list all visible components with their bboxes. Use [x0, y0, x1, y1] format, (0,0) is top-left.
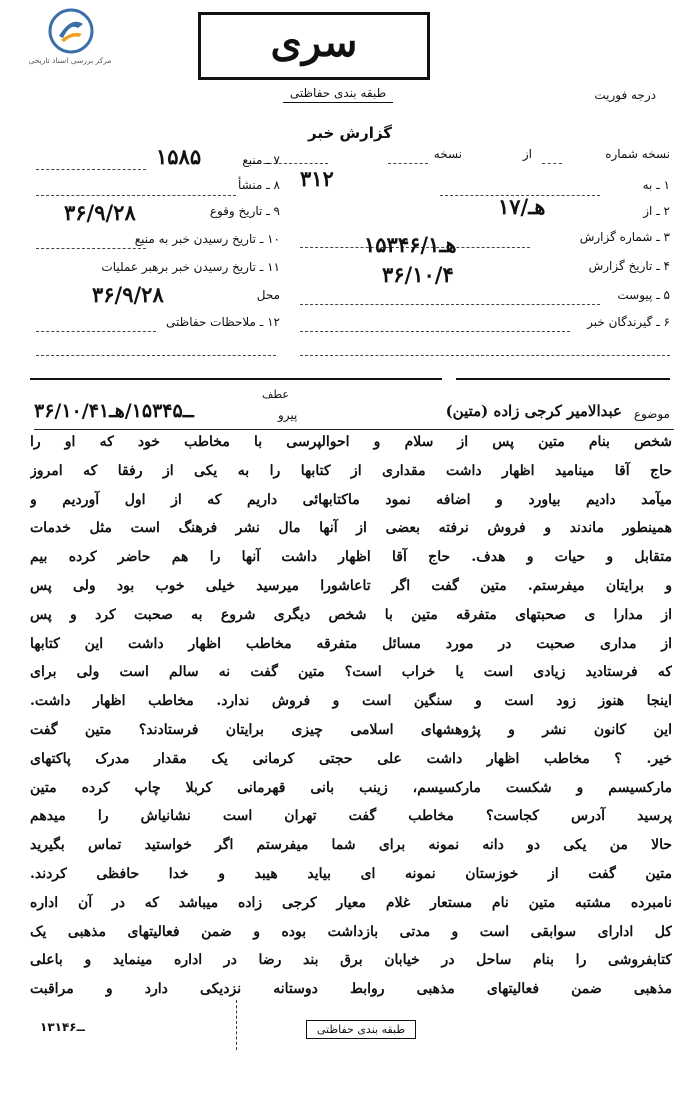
body-line: از مداری صحبت در مورد مسائل متفرقه مخاطب اظهار داشت این کتابها — [30, 635, 672, 652]
field-report-date-value: ۳۶/۱۰/۴ — [382, 262, 454, 287]
logo-caption: مرکز بررسی اسناد تاریخی — [28, 56, 112, 65]
body-line: همینطور ماندند و فروش نرفته بعضی از آنها مال نشر فرهنگ است مثل خدمات — [30, 520, 672, 537]
field-to-label: ۱ ـ به — [642, 178, 670, 192]
report-body — [30, 428, 672, 1004]
body-line: اینجا هنوز زود است و سنگین است و فروش ندارد. مخاطب اظهار داشت. — [30, 693, 672, 710]
body-line: که فرستادید زیادی است یا خراب است؟ متین گفت نه سالم است ولی برای — [30, 664, 672, 681]
classification-header — [258, 86, 418, 103]
field-report-number-label: ۳ ـ شماره گزارش — [579, 230, 670, 244]
document-number: ۱۳۱ــ۴۶ — [40, 1020, 85, 1034]
reference-prefix: پیرو — [278, 408, 298, 422]
copy-count-label: نسخه — [433, 147, 462, 161]
field-occurrence-date-value: ۳۶/۹/۲۸ — [64, 200, 136, 225]
classification-footer — [286, 1020, 436, 1039]
body-line: پرسید آدرس کجاست؟ مخاطب گفت تهران است نشانیاش را میدهم — [30, 808, 672, 825]
field-source-receipt-date-label: ۱۰ ـ تاریخ رسیدن خبر به منبع — [134, 232, 280, 246]
body-line: شخص بنام متین پس از سلام و احوالپرسی با مخاطب خود که او را — [30, 434, 672, 450]
field-origin-label: ۸ ـ منشأ — [237, 178, 280, 192]
archive-logo — [12, 8, 128, 70]
field-location-value: ۳۶/۹/۲۸ — [92, 282, 164, 307]
body-line: و برایتان میفرستم. متین گفت اگر تاعاشورا میرسید خیلی خوب بود ولی پس — [30, 577, 672, 594]
field-attachment-label: ۵ ـ پیوست — [617, 288, 670, 302]
stamp-text: سری — [270, 19, 358, 66]
reference-value: ۳۶/۱۰/۴ــ۱۵۳۴۵/هـ۱ — [34, 400, 194, 422]
classification-label: طبقه بندی حفاظتی — [289, 86, 387, 100]
field-security-notes-label: ۱۲ ـ ملاحظات حفاظتی — [166, 315, 280, 329]
body-line: حالا من یکی دو دانه نمونه برای شما میفرستم اگر خواستید تماس بگیرید — [30, 837, 672, 854]
field-from-label: ۲ ـ از — [643, 204, 670, 218]
body-line: مذهبی ضمن فعالیتهای مذهبی روابط دوستانه نزدیکی دارد و مراقبت — [30, 981, 672, 998]
field-occurrence-date-label: ۹ ـ تاریخ وقوع — [209, 204, 280, 218]
subject-label: موضوع — [633, 407, 670, 421]
body-line: حاج آقا مینامید اظهار داشت مقداری از کتابها را به یکی از رفقا که امروز — [30, 462, 672, 479]
classification-footer-label: طبقه بندی حفاظتی — [306, 1020, 416, 1039]
copy-number-label: نسخه شماره — [605, 147, 670, 161]
field-to-value: ۳۱۲ — [300, 166, 334, 191]
body-line: نامبرده مشتبه متین نام مستعار غلام معیار کرجی زاده میباشد که در آن اداره — [30, 894, 672, 911]
reference-label: عطف — [262, 388, 289, 401]
body-line: کتابفروشی را بنام ساحل در خیابان برق بند رضا در اداره مینماید و باعلی — [30, 952, 672, 969]
body-line: از مدارا ی صحبتهای متفرقه متین با شخص دیگری شروع به صحبت کرد و پس — [30, 606, 672, 623]
copy-from-label: از — [522, 147, 532, 161]
field-report-number-value: ۱۵۳۴۶/هـ۱ — [364, 232, 457, 257]
archive-logo-icon — [48, 8, 94, 54]
report-title: گزارش خبر — [307, 124, 393, 142]
body-line: کل ادارای سوابقی است و مدتی بازداشت بوده و ضمن فعالیتهای مذهبی یک — [30, 923, 672, 940]
field-from-value: ۱۷/هـ — [498, 194, 546, 219]
body-line: متقابل و حیات و هدف. حاج آقا اظهار داشت آنها را هم حاضر کرده بیم — [30, 549, 672, 566]
body-line: متین گفت از خوزستان نمونه ای بیاید هیبد و خدا حافظی کردند. — [30, 865, 672, 882]
field-location-label: محل — [256, 288, 280, 302]
secret-stamp — [198, 12, 430, 80]
body-line: میآمد دادیم بیاورد و اضافه نمود ماکتابهائی داریم که از اول آوردیم و — [30, 491, 672, 508]
body-line: خیر. ؟ مخاطب اظهار داشت علی حجتی کرمانی یک مقدار مدرک پاکتهای — [30, 750, 672, 767]
subject-text: عبدالامیر کرجی زاده (متین) — [445, 402, 622, 420]
field-source-value: ۱۵۸۵ — [156, 144, 202, 169]
body-line: این کانون نشر و پژوهشهای اسلامی چیزی برایتان فرستادند؟ متین گفت — [30, 721, 672, 738]
body-line: مارکسیسم و شکست مارکسیسم، زینب بانی قهرمانی کربلا چاپ کرده متین — [30, 779, 672, 796]
field-operations-receipt-date-label: ۱۱ ـ تاریخ رسیدن خبر برهبر عملیات — [101, 260, 280, 274]
field-source-label: ۷ ـ منبع — [242, 153, 280, 167]
field-recipients-label: ۶ ـ گیرندگان خبر — [587, 315, 670, 329]
field-report-date-label: ۴ ـ تاریخ گزارش — [588, 259, 670, 273]
priority-label: درجه فوریت — [594, 88, 656, 102]
